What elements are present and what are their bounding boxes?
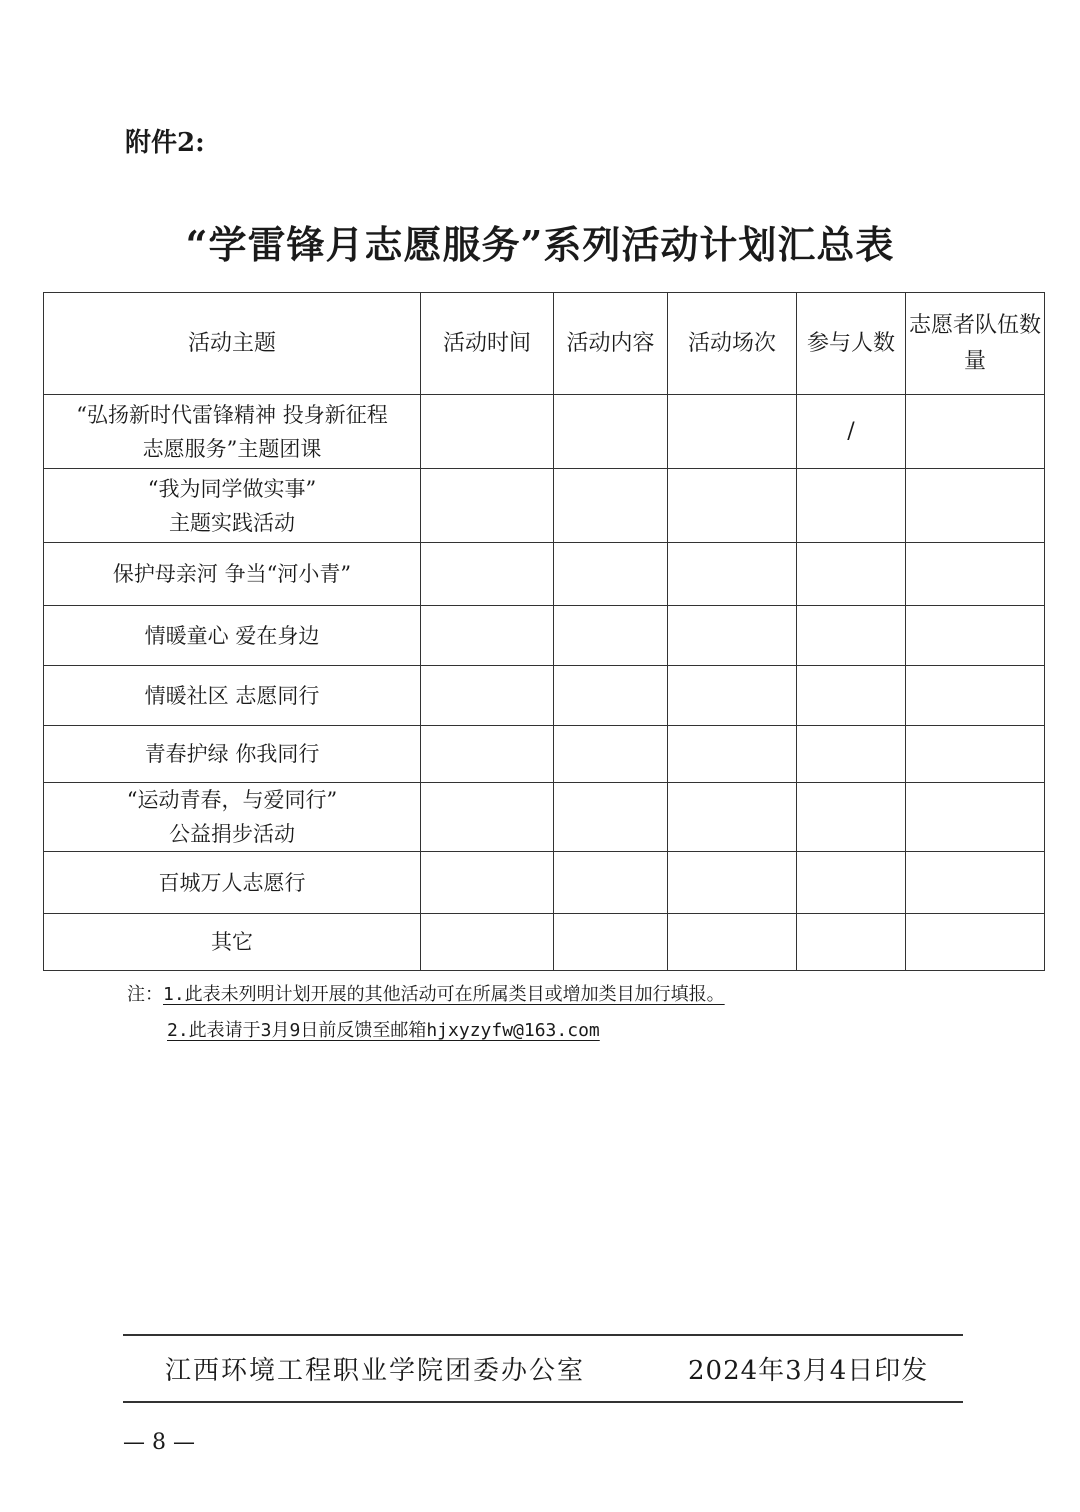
topic-line: 青春护绿 你我同行 <box>144 742 320 766</box>
data-cell[interactable] <box>668 914 797 971</box>
header-time: 活动时间 <box>421 293 554 395</box>
data-cell[interactable] <box>421 543 554 606</box>
topic-line: 百城万人志愿行 <box>158 870 306 895</box>
topic-cell <box>44 852 421 914</box>
topic-cell <box>44 666 421 726</box>
data-cell[interactable] <box>797 666 906 726</box>
data-cell[interactable] <box>668 469 797 543</box>
data-cell[interactable] <box>797 469 906 543</box>
data-cell[interactable] <box>668 726 797 783</box>
data-cell[interactable] <box>797 914 906 971</box>
data-cell[interactable] <box>554 543 668 606</box>
divider-bottom <box>123 1401 963 1403</box>
table-row <box>44 666 1045 726</box>
topic-cell <box>44 606 421 666</box>
table-row <box>44 726 1045 783</box>
table-row <box>44 783 1045 852</box>
data-cell[interactable] <box>668 606 797 666</box>
attachment-label: 附件2: <box>125 128 205 158</box>
table-row <box>44 469 1045 543</box>
data-cell[interactable] <box>554 395 668 469</box>
data-cell[interactable] <box>668 783 797 852</box>
table-row <box>44 606 1045 666</box>
data-cell[interactable] <box>554 469 668 543</box>
data-cell[interactable] <box>906 606 1045 666</box>
data-cell[interactable] <box>797 543 906 606</box>
note-text-2: 2.此表请于3月9日前反馈至邮箱hjxyzyfw@163.com <box>167 1020 600 1041</box>
data-cell[interactable] <box>668 852 797 914</box>
header-sessions: 活动场次 <box>668 293 797 395</box>
topic-cell <box>44 783 421 852</box>
data-cell[interactable] <box>421 666 554 726</box>
topic-line: 其它 <box>211 930 253 954</box>
table-row <box>44 395 1045 469</box>
data-cell[interactable] <box>906 666 1045 726</box>
header-participants: 参与人数 <box>797 293 906 395</box>
topic-line: 情暖童心 爱在身边 <box>144 623 320 648</box>
divider-top <box>123 1334 963 1336</box>
data-cell[interactable] <box>906 543 1045 606</box>
data-cell[interactable] <box>906 852 1045 914</box>
page-title: “学雷锋月志愿服务”系列活动计划汇总表 <box>185 222 895 267</box>
activity-plan-table <box>43 292 1045 971</box>
note-2 <box>167 1016 600 1042</box>
data-cell[interactable] <box>668 543 797 606</box>
data-cell[interactable] <box>421 783 554 852</box>
data-cell[interactable] <box>797 606 906 666</box>
table-row <box>44 914 1045 971</box>
header-team-count: 志愿者队伍数量 <box>906 293 1045 395</box>
footer-org: 江西环境工程职业学院团委办公室 <box>165 1356 586 1386</box>
topic-line: “运动青春，与爱同行” <box>126 788 338 812</box>
table-row <box>44 543 1045 606</box>
topic-line: 主题实践活动 <box>169 510 295 535</box>
data-cell[interactable] <box>554 852 668 914</box>
data-cell[interactable] <box>906 469 1045 543</box>
data-cell[interactable] <box>554 606 668 666</box>
topic-cell <box>44 726 421 783</box>
topic-cell <box>44 914 421 971</box>
data-cell[interactable] <box>906 395 1045 469</box>
data-cell[interactable] <box>421 395 554 469</box>
topic-line: 情暖社区 志愿同行 <box>144 683 320 708</box>
data-cell[interactable]: / <box>797 395 906 469</box>
note-text-1: 1.此表未列明计划开展的其他活动可在所属类目或增加类目加行填报。 <box>163 984 725 1005</box>
data-cell[interactable] <box>554 666 668 726</box>
table-header-row <box>44 293 1045 395</box>
topic-line: “弘扬新时代雷锋精神 投身新征程 <box>76 402 388 427</box>
header-topic: 活动主题 <box>44 293 421 395</box>
table-row <box>44 852 1045 914</box>
data-cell[interactable] <box>421 726 554 783</box>
note-prefix: 注： <box>127 984 163 1005</box>
data-cell[interactable] <box>554 783 668 852</box>
data-cell[interactable] <box>421 469 554 543</box>
data-cell[interactable] <box>554 914 668 971</box>
topic-line: 志愿服务”主题团课 <box>142 436 322 461</box>
data-cell[interactable] <box>421 914 554 971</box>
data-cell[interactable] <box>906 726 1045 783</box>
data-cell[interactable] <box>668 395 797 469</box>
topic-cell <box>44 395 421 469</box>
data-cell[interactable] <box>797 726 906 783</box>
topic-line: 公益捐步活动 <box>169 822 295 846</box>
footer-date: 2024年3月4日印发 <box>688 1356 929 1386</box>
data-cell[interactable] <box>906 914 1045 971</box>
topic-line: “我为同学做实事” <box>147 476 317 501</box>
topic-cell <box>44 543 421 606</box>
data-cell[interactable] <box>554 726 668 783</box>
header-content: 活动内容 <box>554 293 668 395</box>
data-cell[interactable] <box>421 852 554 914</box>
data-cell[interactable] <box>906 783 1045 852</box>
topic-cell <box>44 469 421 543</box>
data-cell[interactable] <box>421 606 554 666</box>
data-cell[interactable] <box>797 852 906 914</box>
data-cell[interactable] <box>668 666 797 726</box>
topic-line: 保护母亲河 争当“河小青” <box>112 562 352 586</box>
page-number: — 8 — <box>123 1430 195 1455</box>
note-1 <box>127 980 725 1006</box>
data-cell[interactable] <box>797 783 906 852</box>
